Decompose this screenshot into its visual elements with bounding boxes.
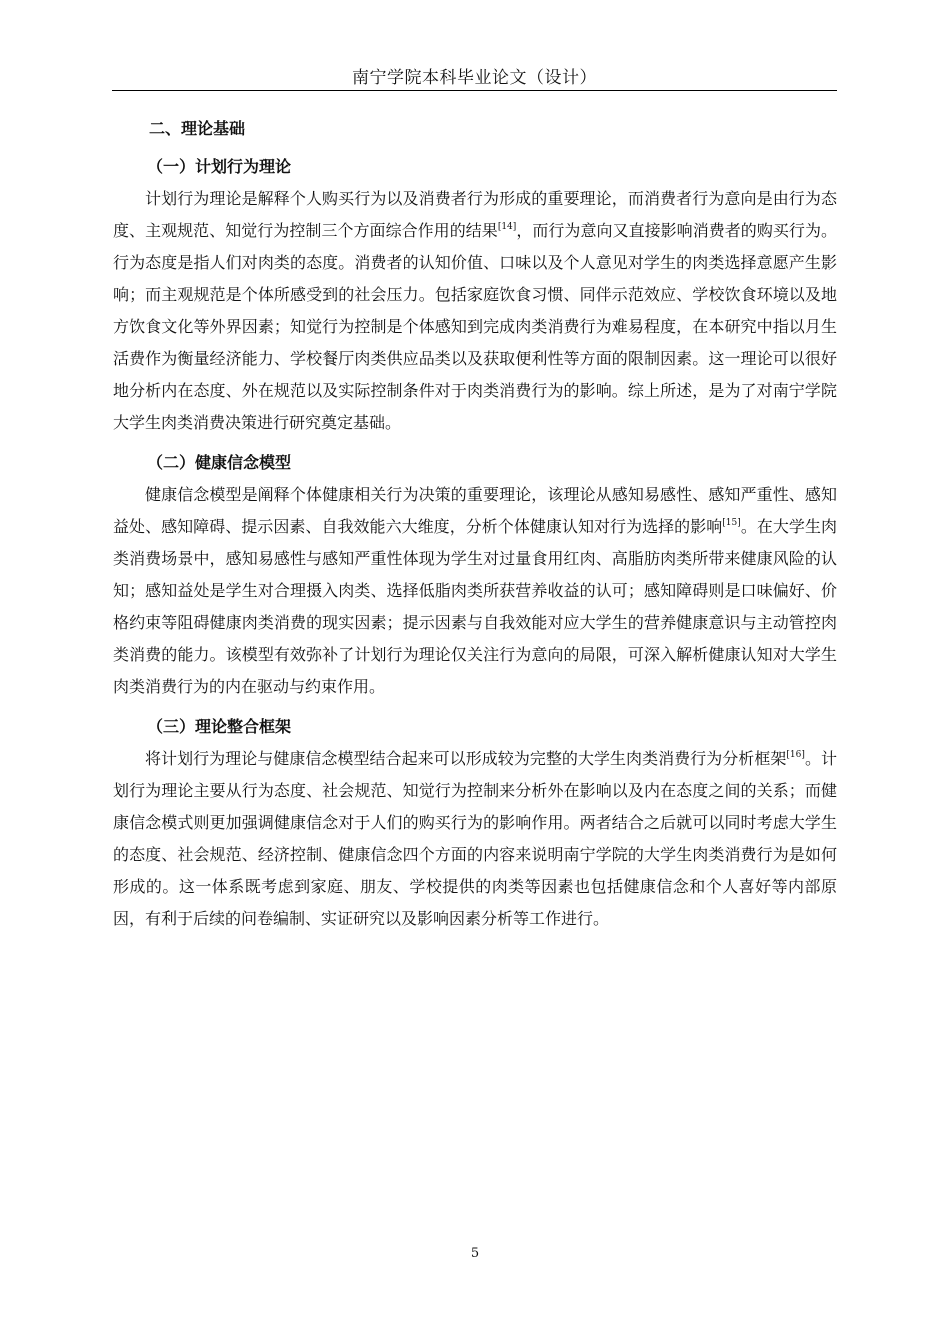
paragraph-text: 。计划行为理论主要从行为态度、社会规范、知觉行为控制来分析外在影响以及内在态度之间的关系；而健康信念模式则更加强调健康信念对于人们的购买行为的影响作用。两者结合之后就可以同时考虑大学生的态度、社会规范、经济控制、健康信念四个方面的内容来说明南宁学院的大学生肉类消费行为是如何形成的。这一体系既考虑到家庭、朋友、学校提供的肉类等因素也包括健康信念和个人喜好等内部原因，有利于后续的问卷编制、实证研究以及影响因素分析等工作进行。 xyxy=(113,749,837,928)
paragraph-text: 计划行为理论是解释个人购买行为以及消费者行为形成的重要理论，而消费者行为意向是由行为态度、主观规范、知觉行为控制三个方面综合作用的结果 xyxy=(113,189,837,240)
section-heading: 二、理论基础 xyxy=(149,119,246,138)
page-header xyxy=(112,66,837,91)
citation-marker[interactable]: [14] xyxy=(497,222,517,232)
subsection-heading-tpb: （一）计划行为理论 xyxy=(147,157,292,176)
main-content xyxy=(113,113,837,935)
subsection-heading-framework: （三）理论整合框架 xyxy=(147,717,292,736)
paragraph-text: 。在大学生肉类消费场景中，感知易感性与感知严重性体现为学生对过量食用红肉、高脂肪肉类所带来健康风险的认知；感知益处是学生对合理摄入肉类、选择低脂肉类所获营养收益的认可；感知障碍则是口味偏好、价格约束等阻碍健康肉类消费的现实因素；提示因素与自我效能对应大学生的营养健康意识与主动管控肉类消费的能力。该模型有效弥补了计划行为理论仅关注行为意向的局限，可深入解析健康认知对大学生肉类消费行为的内在驱动与约束作用。 xyxy=(113,517,837,696)
paragraph-hbm xyxy=(113,479,837,703)
paragraph-tpb xyxy=(113,183,837,439)
citation-marker[interactable]: [15] xyxy=(722,518,741,528)
paragraph-text: 健康信念模型是阐释个体健康相关行为决策的重要理论，该理论从感知易感性、感知严重性、感知益处、感知障碍、提示因素、自我效能六大维度，分析个体健康认知对行为选择的影响 xyxy=(113,485,837,536)
paragraph-text: 将计划行为理论与健康信念模型结合起来可以形成较为完整的大学生肉类消费行为分析框架 xyxy=(145,749,787,768)
page-number: 5 xyxy=(470,1246,480,1261)
citation-marker[interactable]: [16] xyxy=(786,750,805,760)
paragraph-framework xyxy=(113,743,837,935)
subsection-heading-hbm: （二）健康信念模型 xyxy=(147,453,292,472)
paragraph-text: ，而行为意向又直接影响消费者的购买行为。行为态度是指人们对肉类的态度。消费者的认知价值、口味以及个人意见对学生的肉类选择意愿产生影响；而主观规范是个体所感受到的社会压力。包括家庭饮食习惯、同伴示范效应、学校饮食环境以及地方饮食文化等外界因素；知觉行为控制是个体感知到完成肉类消费行为难易程度，在本研究中指以月生活费作为衡量经济能力、学校餐厅肉类供应品类以及获取便利性等方面的限制因素。这一理论可以很好地分析内在态度、外在规范以及实际控制条件对于肉类消费行为的影响。综上所述，是为了对南宁学院大学生肉类消费决策进行研究奠定基础。 xyxy=(113,221,837,432)
header-title: 南宁学院本科毕业论文（设计） xyxy=(352,68,597,88)
